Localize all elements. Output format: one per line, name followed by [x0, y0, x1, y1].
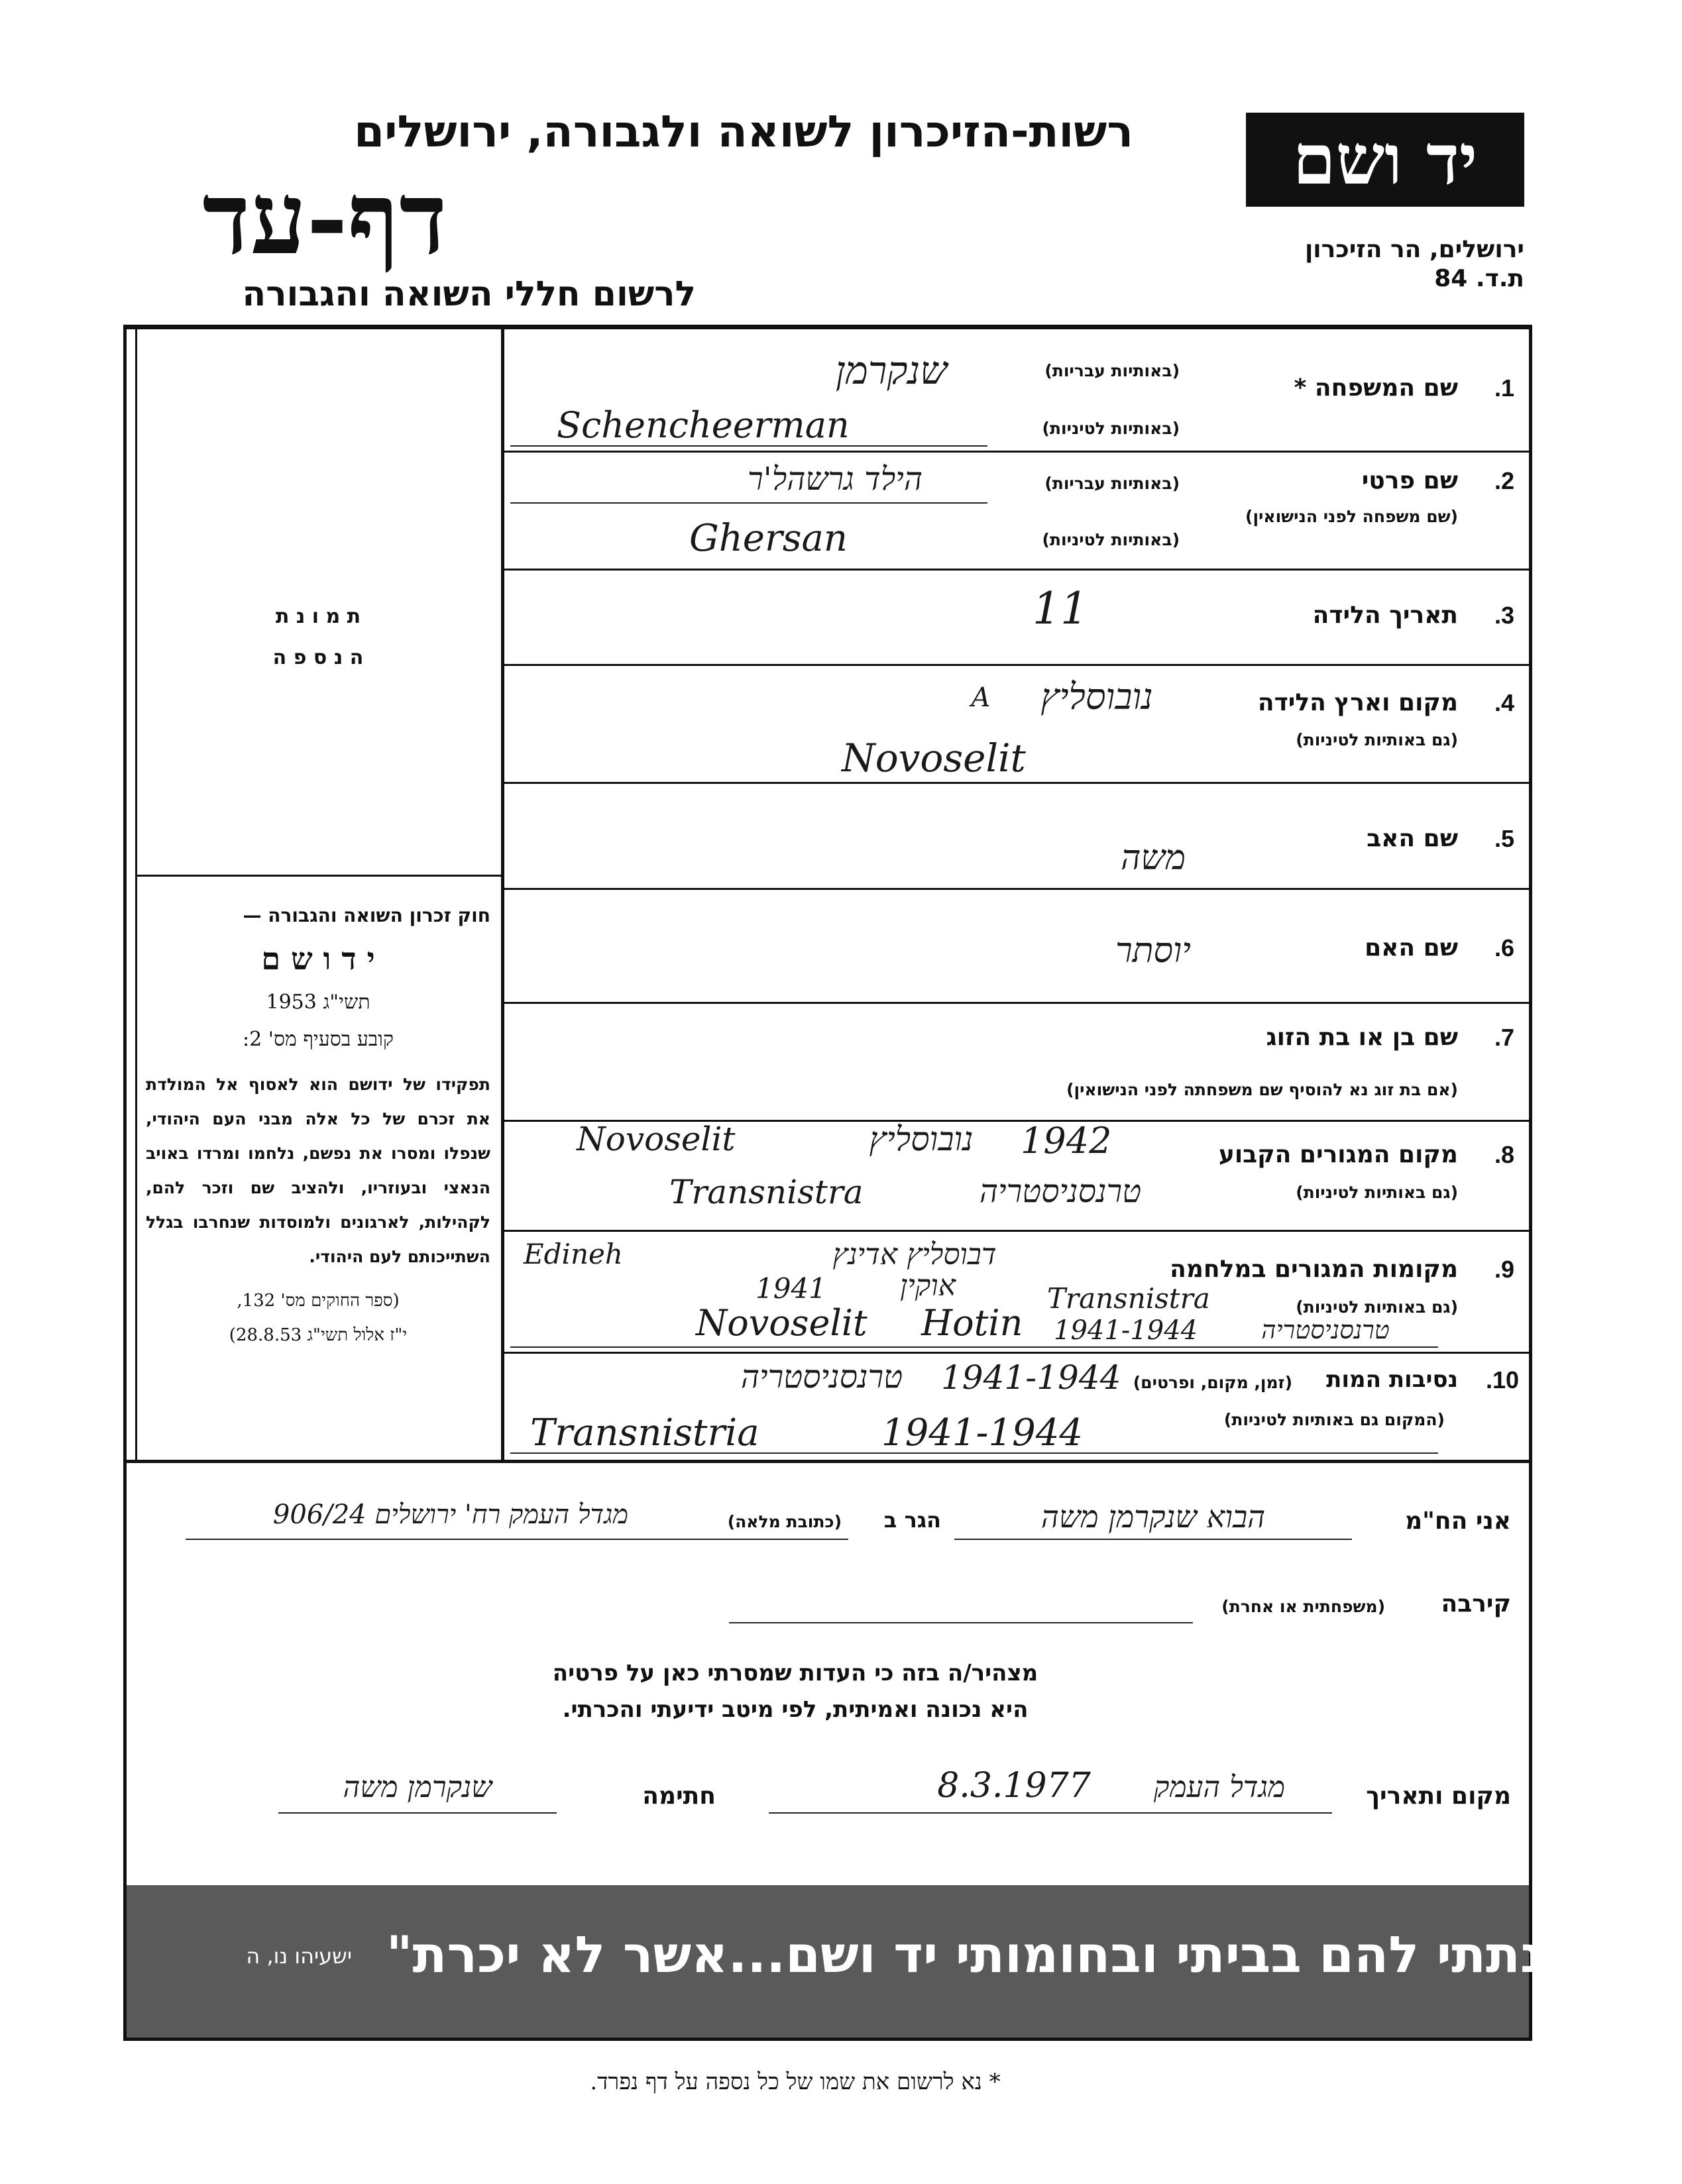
field-2-number: .2	[1494, 467, 1514, 494]
photo-box-line2: ה נ ס פ ה	[272, 646, 364, 669]
field-8-latin-value-2[interactable]: Transnistra	[669, 1173, 864, 1211]
row-sep-1	[502, 451, 1531, 453]
statement-line-2: היא נכונה ואמיתית, לפי מיטב ידיעתי והכרתי.	[562, 1696, 1029, 1723]
row-sep-4	[502, 782, 1531, 784]
field-9-line2-year[interactable]: 1941	[756, 1272, 826, 1305]
field-10-years-1[interactable]: 1941-1944	[941, 1358, 1121, 1397]
field-1-label: שם המשפחה *	[1294, 374, 1458, 402]
signature-label: חתימה	[642, 1782, 716, 1810]
frame-top	[123, 325, 1532, 329]
law-ref-1: (ספר החוקים מס' 132,	[237, 1291, 400, 1311]
row-sep-8	[502, 1230, 1531, 1232]
field-7-spouse-hint: (אם בת זוג נא להוסיף שם משפחתה לפני הנישואין)	[1066, 1080, 1458, 1099]
field-10-years-2[interactable]: 1941-1944	[881, 1411, 1083, 1454]
form-subtitle: לרשום חללי השואה והגבורה	[242, 274, 696, 314]
field-9-line3-years[interactable]: 1941-1944	[1054, 1315, 1198, 1346]
field-8-hebrew-value-1[interactable]: נובוסליץ	[869, 1120, 974, 1158]
photo-law-divider	[135, 875, 502, 877]
field-8-label: מקום המגורים הקבוע	[1218, 1141, 1458, 1168]
relation-label: קירבה	[1441, 1590, 1511, 1617]
field-8-hebrew-value-2[interactable]: טרנסניסטריה	[979, 1173, 1142, 1210]
field-9-latin-hint: (גם באותיות לטיניות)	[1296, 1297, 1458, 1317]
quote-banner	[127, 1885, 1651, 2038]
row-sep-9	[502, 1352, 1531, 1354]
field-6-value[interactable]: יוסתר	[1115, 931, 1191, 971]
field-2-latin-value[interactable]: Ghersan	[689, 517, 848, 560]
lives-at-label: הגר ב	[883, 1507, 941, 1533]
banner-source: ישעיהו נו, ה	[246, 1943, 352, 1969]
law-title: חוק זכרון השואה והגבורה —	[243, 904, 490, 926]
field-10-place-hint: (המקום גם באותיות לטיניות)	[1223, 1410, 1445, 1429]
field-9-line1-hebrew[interactable]: דבוסליץ אדינץ	[832, 1238, 997, 1272]
declarant-underline	[954, 1539, 1352, 1540]
field-9-line2-hebrew[interactable]: אוקין	[900, 1269, 956, 1303]
field-3-number: .3	[1494, 602, 1514, 629]
row-sep-6	[502, 1002, 1531, 1004]
field-7-number: .7	[1494, 1024, 1514, 1051]
field-4-hebrew-extra[interactable]: A	[971, 682, 991, 713]
date-value[interactable]: 8.3.1977	[937, 1766, 1091, 1806]
field-3-value[interactable]: 11	[1033, 583, 1088, 634]
field-3-label: תאריך הלידה	[1312, 602, 1458, 629]
field-8-latin-value-1[interactable]: Novoselit	[577, 1120, 736, 1158]
law-name: י ד ו ש ם	[261, 941, 375, 977]
law-ref-2: י"ז אלול תשי"ג 28.8.53)	[229, 1325, 408, 1345]
field-7-label: שם בן או בת הזוג	[1266, 1024, 1458, 1051]
law-body: תפקידו של ידושם הוא לאסוף אל המולדת את זכרם של כל אלה מבני העם היהודי, שנפלו ומסרו את נפשם, נלחמו ומרדו באויב הנאצי ובעוזריו, ולהציב שם וזכר להם, לקהילות, לארגונים ולמוסדות שנחרבו בגלל השתייכותם לעם היהודי.	[146, 1075, 490, 1266]
relation-underline	[729, 1622, 1193, 1623]
form-section-bottom	[123, 1460, 1532, 1463]
field-10-hebrew-value[interactable]: טרנסניסטריה	[740, 1358, 903, 1395]
col-divider	[501, 329, 504, 1462]
field-6-number: .6	[1494, 934, 1514, 961]
field-10-underline	[510, 1452, 1438, 1454]
form-title: דף-עד	[202, 160, 447, 277]
address-value[interactable]: מגדל העמק רח' ירושלים 906/24	[272, 1500, 629, 1530]
frame-left	[123, 325, 127, 2041]
banner-quote: „...ונתתי להם בביתי ובחומותי יד ושם...אשר לא יכרת"	[386, 1925, 1651, 1984]
field-10-latin-value[interactable]: Transnistria	[530, 1411, 759, 1454]
field-1-hebrew-value[interactable]: שנקרמן	[835, 348, 948, 393]
signature-underline	[278, 1812, 557, 1814]
field-4-hebrew-value[interactable]: נובוסליץ	[1040, 676, 1153, 718]
field-1-number: .1	[1494, 374, 1514, 402]
field-4-label: מקום וארץ הלידה	[1257, 689, 1458, 716]
signature-value[interactable]: שנקרמן משה	[343, 1771, 492, 1804]
field-2-latin-hint: (באותיות לטיניות)	[1042, 530, 1180, 549]
row-sep-3	[502, 664, 1531, 666]
field-9-line1-latin[interactable]: Edineh	[524, 1238, 623, 1270]
field-9-line3-transnistra[interactable]: Transnistra	[1047, 1282, 1210, 1315]
row-sep-5	[502, 888, 1531, 890]
address-underline	[186, 1539, 848, 1540]
law-clause: קובע בסעיף מס' 2:	[243, 1028, 394, 1051]
address-hint: (כתובת מלאה)	[727, 1512, 842, 1531]
law-text	[146, 898, 490, 1352]
row-sep-2	[502, 569, 1531, 571]
field-4-latin-hint: (גם באותיות לטיניות)	[1296, 730, 1458, 749]
field-1-latin-hint: (באותיות לטיניות)	[1042, 419, 1180, 438]
statement-line-1: מצהיר/ה בזה כי העדות שמסרתי כאן על פרטיה	[552, 1660, 1038, 1686]
field-5-label: שם האב	[1367, 825, 1458, 852]
field-2-hebrew-value[interactable]: הילד גרשהל'ר	[748, 461, 923, 498]
field-10-label: נסיבות המות	[1326, 1366, 1458, 1393]
place-date-underline	[769, 1812, 1332, 1814]
header	[0, 0, 1682, 331]
footnote: * נא לרשום את שמו של כל נספה על דף נפרד.	[590, 2069, 1001, 2095]
place-value[interactable]: מגדל העמק	[1153, 1771, 1286, 1804]
declarant-name[interactable]: הבוא שנקרמן משה	[1040, 1499, 1266, 1535]
frame-bottom	[123, 2038, 1532, 2041]
address-line-1: ירושלים, הר הזיכרון	[1304, 236, 1524, 263]
declarant-label: אני הח"מ	[1405, 1507, 1511, 1535]
field-9-line3-hebrew[interactable]: טרנסניסטריה	[1261, 1315, 1390, 1344]
field-4-number: .4	[1494, 689, 1514, 716]
col-divider-left	[135, 329, 137, 1462]
field-1-latin-value[interactable]: Schencheerman	[557, 404, 850, 446]
place-date-label: מקום ותאריך	[1366, 1782, 1511, 1810]
field-9-line3-hotin[interactable]: Hotin	[921, 1302, 1023, 1344]
field-1-hebrew-hint: (באותיות עבריות)	[1044, 361, 1180, 380]
field-8-year[interactable]: 1942	[1021, 1120, 1112, 1162]
relation-hint: (משפחתית או אחרת)	[1221, 1597, 1385, 1616]
field-10-when-hint: (זמן, מקום, ופרטים)	[1133, 1373, 1292, 1392]
field-8-latin-hint: (גם באותיות לטיניות)	[1296, 1183, 1458, 1202]
frame-right	[1529, 325, 1532, 2041]
field-9-line3-novoselit[interactable]: Novoselit	[696, 1302, 868, 1344]
field-5-number: .5	[1494, 825, 1514, 852]
address-line-2: ת.ד. 84	[1434, 265, 1524, 292]
field-6-label: שם האם	[1365, 934, 1458, 961]
photo-box	[139, 596, 497, 689]
field-2-hebrew-hint: (באותיות עבריות)	[1044, 474, 1180, 493]
field-2-maiden-hint: (שם משפחה לפני הנישואין)	[1245, 507, 1458, 526]
field-4-latin-value[interactable]: Novoselit	[842, 736, 1026, 781]
field-1-underline	[510, 445, 987, 447]
field-9-underline	[510, 1346, 1438, 1348]
law-year: תשי"ג 1953	[266, 991, 370, 1014]
field-9-number: .9	[1494, 1256, 1514, 1283]
field-2-label: שם פרטי	[1361, 467, 1458, 494]
field-2-he-underline	[510, 502, 987, 504]
field-9-label: מקומות המגורים במלחמה	[1170, 1256, 1458, 1283]
yad-vashem-logo: יד ושם	[1246, 113, 1524, 207]
authority-title: רשות-הזיכרון לשואה ולגבורה, ירושלים	[354, 106, 1133, 157]
photo-box-line1: ת מ ו נ ת	[275, 605, 361, 628]
field-5-value[interactable]: משה	[1120, 838, 1186, 878]
field-8-number: .8	[1494, 1141, 1514, 1168]
field-10-number: .10	[1485, 1366, 1519, 1393]
